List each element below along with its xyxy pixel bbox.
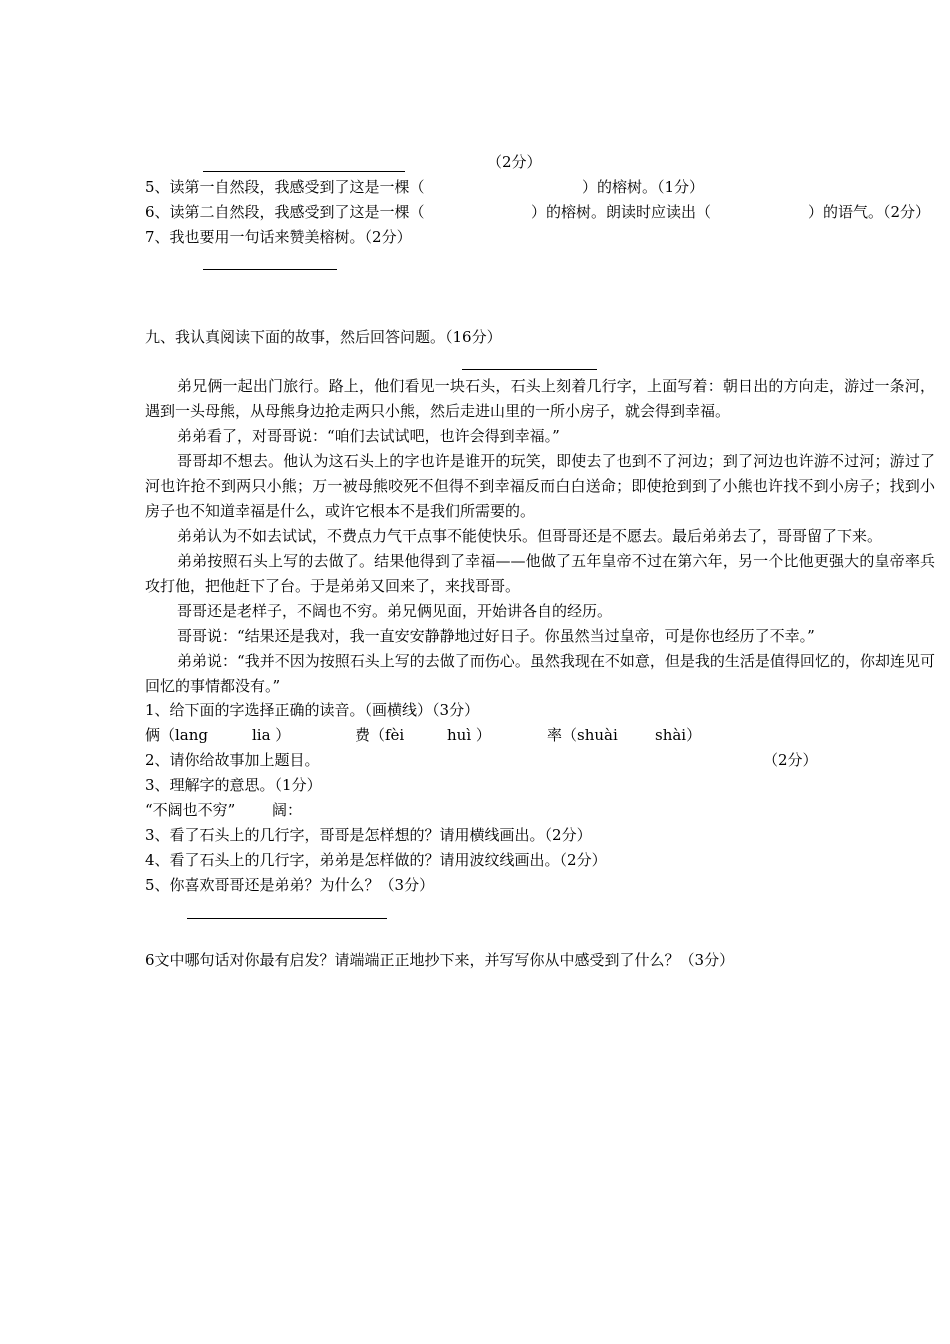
title-blank-line xyxy=(462,369,597,370)
question-3: 3、理解字的意思。（1分） xyxy=(145,776,322,794)
question-2: 2、请你给故事加上题目。 xyxy=(145,751,320,769)
pinyin-option: 费（fèi xyxy=(355,726,405,744)
story-paragraph: 弟弟认为不如去试试，不费点力气干点事不能使快乐。但哥哥还是不愿去。最后弟弟去了，哥哥留了下来。 xyxy=(177,527,883,545)
question-7: 7、我也要用一句话来赞美榕树。（2分） xyxy=(145,228,412,246)
character-label: 阔： xyxy=(272,801,303,819)
story-paragraph: 弟弟看了，对哥哥说：“咱们去试试吧，也许会得到幸福。” xyxy=(177,427,560,445)
pinyin-option: shài） xyxy=(655,726,702,744)
answer-blank-line xyxy=(187,918,387,919)
story-paragraph: 弟弟说：“我并不因为按照石头上写的去做了而伤心。虽然我现在不如意，但是我的生活是值得回忆的，你却连见可回忆的事情都没有。” xyxy=(145,652,935,695)
story-paragraph: 哥哥还是老样子，不阔也不穷。弟兄俩见面，开始讲各自的经历。 xyxy=(177,602,613,620)
pinyin-option: 率（shuài xyxy=(547,726,618,744)
section-heading: 九、我认真阅读下面的故事，然后回答问题。（16分） xyxy=(145,328,502,346)
question-4: 4、看了石头上的几行字，弟弟是怎样做的？请用波纹线画出。（2分） xyxy=(145,851,607,869)
score-label: （2分） xyxy=(487,153,542,171)
question-1: 1、给下面的字选择正确的读音。（画横线）（3分） xyxy=(145,701,480,719)
score-label: （2分） xyxy=(763,751,818,769)
story-paragraph: 哥哥却不想去。他认为这石头上的字也许是谁开的玩笑，即使去了也到不了河边；到了河边也许游不过河；游过了河也许抢不到两只小熊；万一被母熊咬死不但得不到幸福反而白白送命；即使抢到到了小熊也许找不到小房子；找到小房子也不知道幸福是什么，或许它根本不是我们所需要的。 xyxy=(145,452,935,520)
question-6: 6文中哪句话对你最有启发？请端端正正地抄下来，并写写你从中感受到了什么？（3分） xyxy=(145,951,735,969)
pinyin-option: 俩（lang xyxy=(145,726,209,744)
question-5: 5、你喜欢哥哥还是弟弟？为什么？（3分） xyxy=(145,876,435,894)
pinyin-option: huì ） xyxy=(447,726,491,744)
pinyin-option: lia ） xyxy=(252,726,291,744)
story-paragraph: 弟弟按照石头上写的去做了。结果他得到了幸福——他做了五年皇帝不过在第六年，另一个比他更强大的皇帝率兵攻打他，把他赶下了台。于是弟弟又回来了，来找哥哥。 xyxy=(145,552,935,595)
question-5-suffix: ）的榕树。（1分） xyxy=(582,178,705,196)
question-6-prefix: 6、读第二自然段，我感受到了这是一棵（ xyxy=(145,203,425,221)
answer-blank-line xyxy=(203,171,405,172)
question-6-middle: ）的榕树。朗读时应读出（ xyxy=(531,203,712,221)
story-paragraph: 哥哥说：“结果还是我对，我一直安安静静地过好日子。你虽然当过皇帝，可是你也经历了不幸。” xyxy=(177,627,815,645)
question-5-prefix: 5、读第一自然段，我感受到了这是一棵（ xyxy=(145,178,425,196)
question-3b: 3、看了石头上的几行字，哥哥是怎样想的？请用横线画出。（2分） xyxy=(145,826,592,844)
question-6-suffix: ）的语气。（2分） xyxy=(808,203,931,221)
story-paragraph: 弟兄俩一起出门旅行。路上，他们看见一块石头，石头上刻着几行字，上面写着：朝日出的方向走，游过一条河，遇到一头母熊，从母熊身边抢走两只小熊，然后走进山里的一所小房子，就会得到幸福。 xyxy=(145,377,935,420)
quoted-phrase: “不阔也不穷” xyxy=(145,801,236,819)
answer-blank-line xyxy=(203,269,337,270)
